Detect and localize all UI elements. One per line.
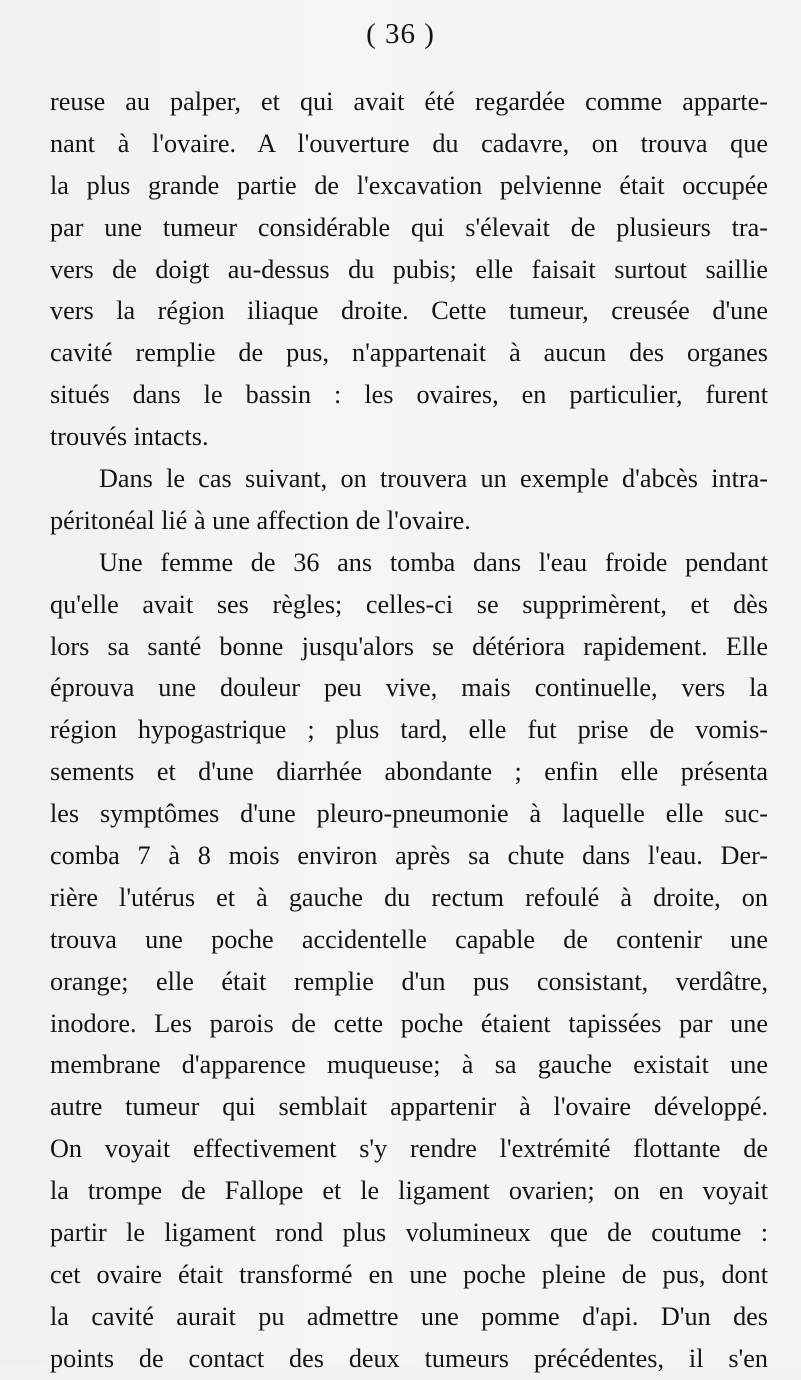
text-line: vers de doigt au-dessus du pubis; elle faisait surtout saillie bbox=[50, 254, 768, 284]
text-line: éprouva une douleur peu vive, mais continuelle, vers la bbox=[50, 673, 768, 703]
text-line: sements et d'une diarrhée abondante ; enfin elle présenta bbox=[50, 757, 768, 787]
text-line: autre tumeur qui semblait appartenir à l'ovaire développé. bbox=[50, 1092, 768, 1122]
text-line: orange; elle était remplie d'un pus consistant, verdâtre, bbox=[50, 966, 768, 996]
text-line: trouva une poche accidentelle capable de contenir une bbox=[50, 924, 768, 954]
text-line: trouvés intacts. bbox=[50, 422, 209, 452]
text-line: rière l'utérus et à gauche du rectum refoulé à droite, on bbox=[50, 882, 768, 912]
text-line: comba 7 à 8 mois environ après sa chute dans l'eau. Der- bbox=[50, 841, 768, 871]
text-line: la trompe de Fallope et le ligament ovarien; on en voyait bbox=[50, 1176, 768, 1206]
text-line: membrane d'apparence muqueuse; à sa gauche existait une bbox=[50, 1050, 768, 1080]
text-line: la plus grande partie de l'excavation pelvienne était occupée bbox=[50, 170, 768, 200]
text-line: péritonéal lié à une affection de l'ovaire. bbox=[50, 505, 471, 535]
text-line: On voyait effectivement s'y rendre l'extrémité flottante de bbox=[50, 1134, 768, 1164]
page-number: ( 36 ) bbox=[366, 18, 435, 50]
text-line: reuse au palper, et qui avait été regardée comme apparte- bbox=[50, 87, 768, 116]
body-text bbox=[50, 81, 768, 1380]
text-line: nant à l'ovaire. A l'ouverture du cadavre, on trouva que bbox=[50, 128, 768, 158]
text-line: partir le ligament rond plus volumineux que de coutume : bbox=[50, 1218, 768, 1248]
text-line: région hypogastrique ; plus tard, elle fut prise de vomis- bbox=[50, 715, 768, 745]
text-line: vers la région iliaque droite. Cette tumeur, creusée d'une bbox=[50, 296, 768, 326]
text-line: lors sa santé bonne jusqu'alors se détériora rapidement. Elle bbox=[50, 631, 768, 661]
text-line: cavité remplie de pus, n'appartenait à aucun des organes bbox=[50, 338, 768, 368]
text-line: points de contact des deux tumeurs précédentes, il s'en bbox=[50, 1343, 768, 1373]
text-line: Une femme de 36 ans tomba dans l'eau froide pendant bbox=[99, 547, 768, 577]
text-line: cet ovaire était transformé en une poche pleine de pus, dont bbox=[50, 1259, 768, 1289]
text-line: les symptômes d'une pleuro-pneumonie à laquelle elle suc- bbox=[50, 799, 768, 829]
text-line: qu'elle avait ses règles; celles-ci se supprimèrent, et dès bbox=[50, 589, 768, 619]
text-line: la cavité aurait pu admettre une pomme d'api. D'un des bbox=[50, 1301, 768, 1331]
text-line: Dans le cas suivant, on trouvera un exemple d'abcès intra- bbox=[99, 464, 768, 494]
text-line: situés dans le bassin : les ovaires, en particulier, furent bbox=[50, 380, 768, 410]
text-line: par une tumeur considérable qui s'élevait de plusieurs tra- bbox=[50, 212, 768, 242]
text-line: inodore. Les parois de cette poche étaient tapissées par une bbox=[50, 1008, 768, 1038]
